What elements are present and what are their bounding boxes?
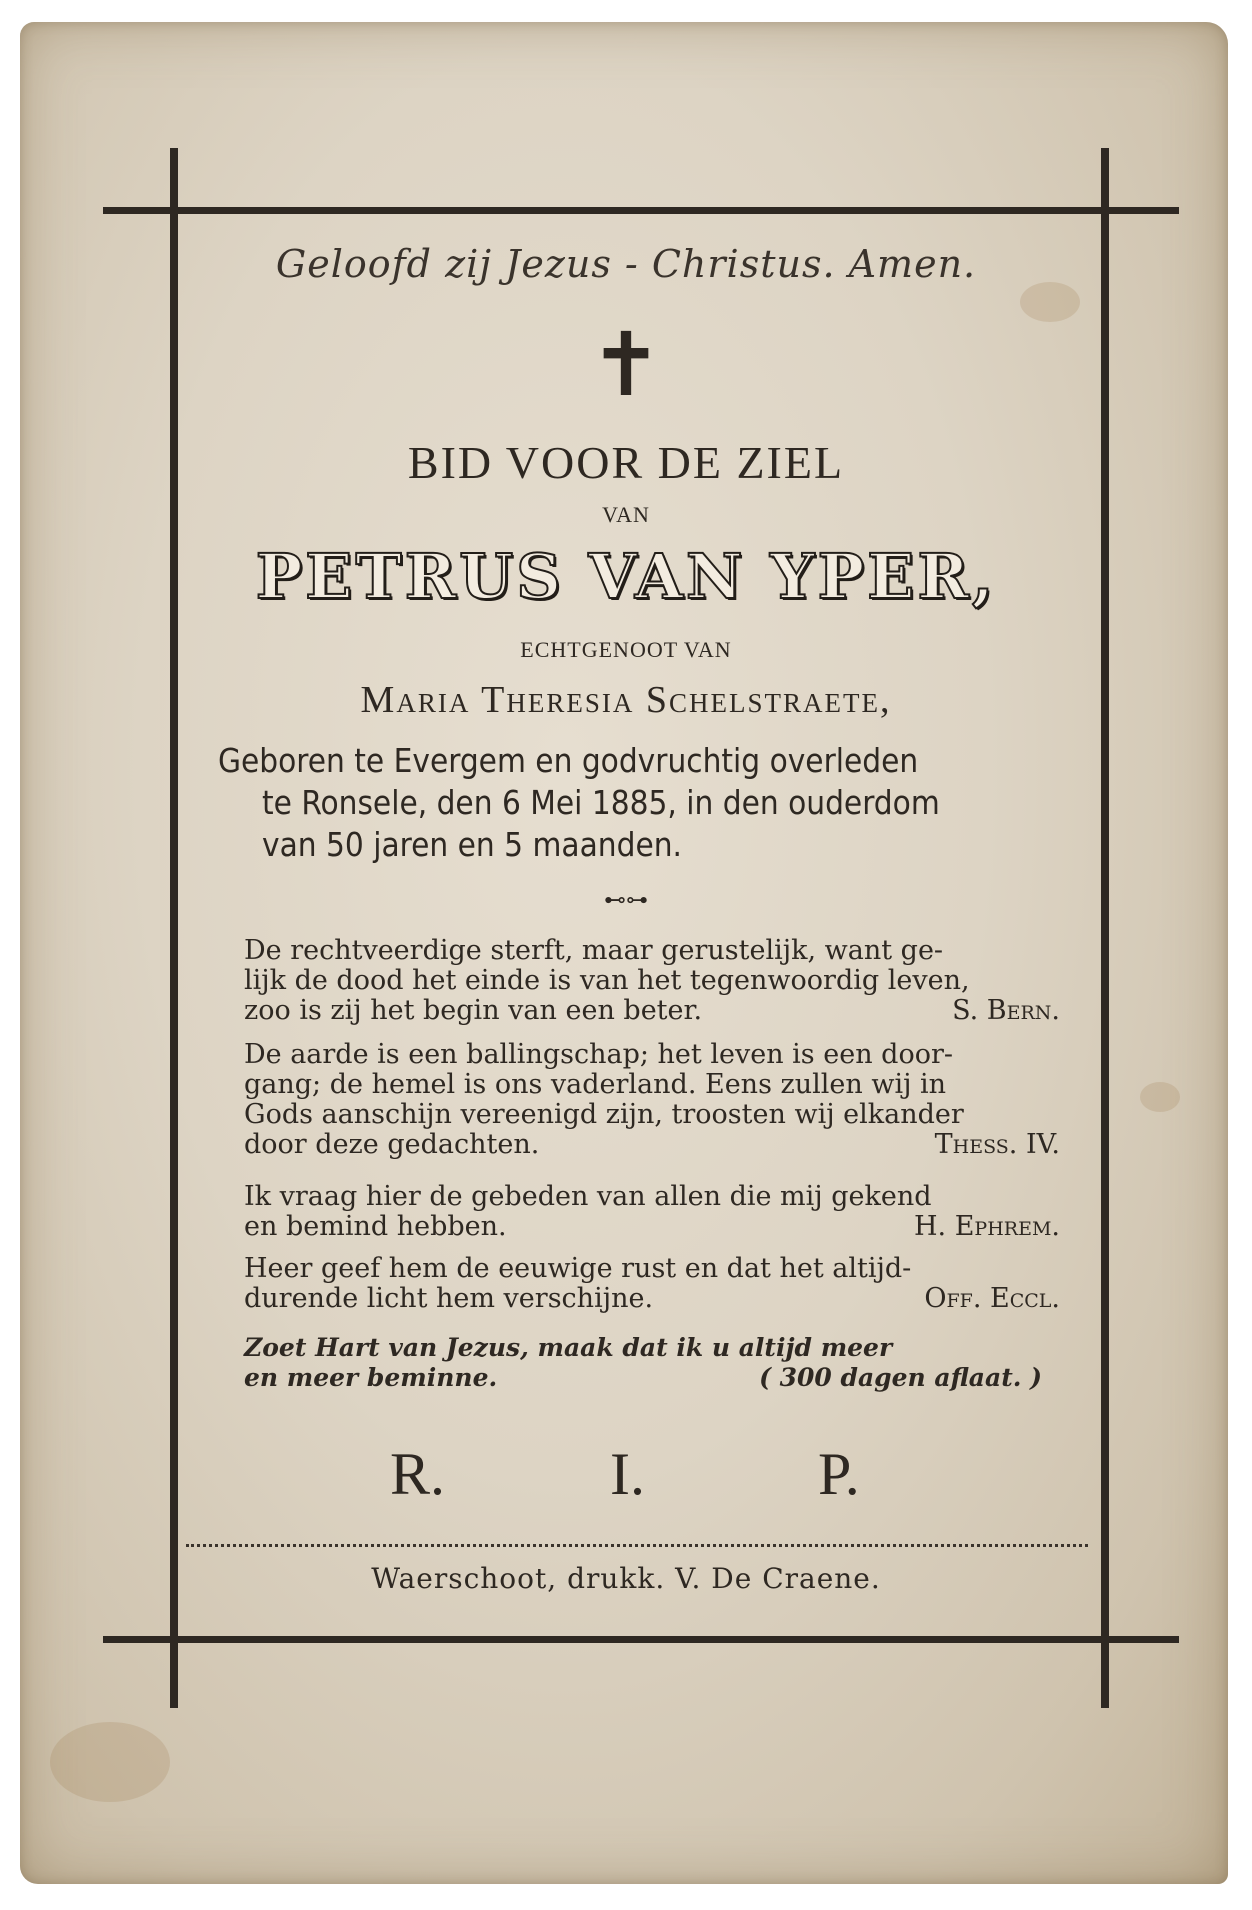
age-stain [1140, 1082, 1180, 1112]
quote-line: De rechtveerdige sterft, maar gerustelijk, want ge- [244, 935, 944, 966]
rip-letter: P. [818, 1441, 860, 1507]
ornament-divider: ⊷⊶ [604, 888, 648, 913]
spouse-name: Maria Theresia Schelstraete, [360, 679, 892, 721]
age-stain [1020, 282, 1080, 322]
quote-attribution: Thess. IV. [934, 1129, 1060, 1160]
quote-line: Ik vraag hier de gebeden van allen die mij gekend [244, 1181, 932, 1212]
birth-line: te Ronsele, den 6 Mei 1885, in den ouderdom [262, 783, 940, 822]
van-label: VAN [602, 502, 650, 527]
quote-block [244, 1254, 1060, 1314]
sacred-heart-prayer [244, 1333, 1060, 1393]
rip-letter: R. [390, 1441, 446, 1507]
birth-line: Geboren te Evergem en godvruchtig overleden [218, 741, 919, 780]
quote-attribution: Off. Eccl. [924, 1283, 1060, 1314]
birth-line: van 50 jaren en 5 maanden. [262, 825, 682, 864]
quote-line: en bemind hebben. [244, 1211, 507, 1242]
dotted-separator [186, 1544, 1088, 1547]
quote-block [244, 1040, 1060, 1160]
deceased-name: PETRUS VAN YPER, [255, 540, 997, 613]
quote-block [244, 1182, 1060, 1242]
printer-imprint: Waerschoot, drukk. V. De Craene. [371, 1562, 881, 1595]
age-stain [50, 1722, 170, 1802]
quote-line: durende licht hem verschijne. [244, 1283, 654, 1314]
quote-attribution: H. Ephrem. [914, 1211, 1060, 1242]
quote-line: lijk de dood het einde is van het tegenwoordig leven, [244, 965, 970, 996]
prayer-line: Zoet Hart van Jezus, maak dat ik u altijd meer [244, 1333, 893, 1362]
quote-line: gang; de hemel is ons vaderland. Eens zullen wij in [244, 1069, 947, 1100]
birth-death-details [218, 740, 1058, 866]
spouse-label: ECHTGENOOT VAN [520, 637, 732, 662]
prayer-heading: BID VOOR DE ZIEL [407, 437, 845, 488]
quote-line: Gods aanschijn vereenigd zijn, troosten wij elkander [244, 1099, 964, 1130]
quote-line: zoo is zij het begin van een beter. [244, 995, 703, 1026]
top-border-rule [103, 207, 1179, 214]
quote-line: De aarde is een ballingschap; het leven is een door- [244, 1039, 953, 1070]
rip-letter: I. [610, 1441, 645, 1507]
quote-line: Heer geef hem de eeuwige rust en dat het altijd- [244, 1253, 912, 1284]
prayer-line: en meer beminne. [244, 1363, 498, 1392]
quote-line: door deze gedachten. [244, 1129, 540, 1160]
quote-attribution: S. Bern. [952, 995, 1060, 1026]
cross-icon: ✝ [589, 313, 663, 416]
quote-block [244, 936, 1060, 1026]
indulgence-note: ( 300 dagen aflaat. ) [759, 1363, 1042, 1392]
bottom-border-rule [103, 1636, 1179, 1643]
invocation-line: Geloofd zij Jezus - Christus. Amen. [275, 242, 977, 286]
